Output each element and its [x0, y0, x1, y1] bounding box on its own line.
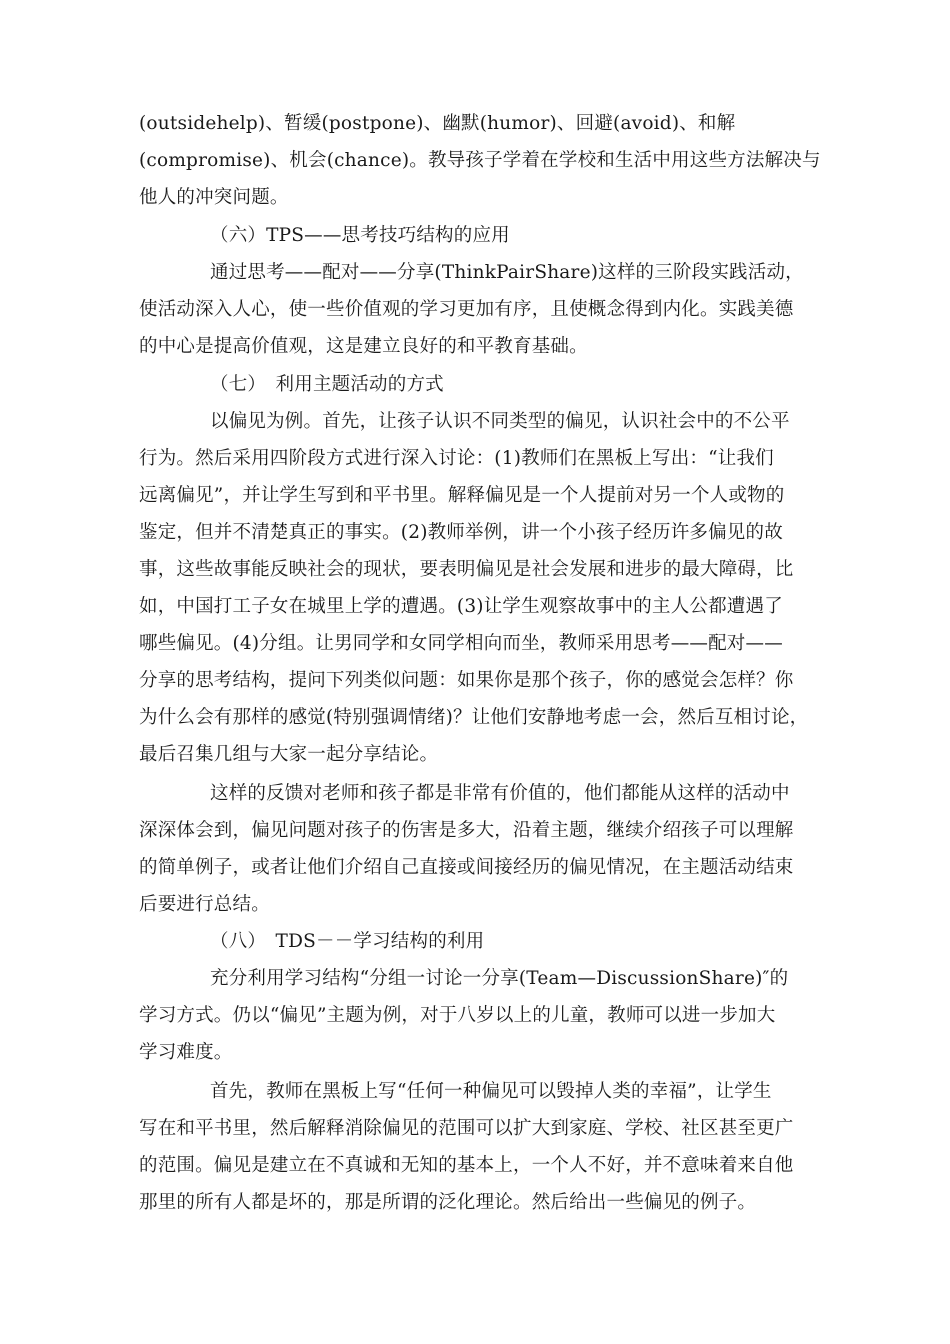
text-line: 分享的思考结构，提问下列类似问题：如果你是那个孩子，你的感觉会怎样？你: [139, 670, 794, 691]
text-line: 那里的所有人都是坏的，那是所谓的泛化理论。然后给出一些偏见的例子。: [139, 1192, 757, 1213]
text-line: 远离偏见”，并让学生写到和平书里。解释偏见是一个人提前对另一个人或物的: [139, 485, 785, 506]
section-heading: （六）TPS——思考技巧结构的应用: [210, 225, 510, 246]
text-line: (outsidehelp)、暂缓(postpone)、幽默(humor)、回避(avoid)、和解: [139, 113, 736, 134]
text-line: 写在和平书里，然后解释消除偏见的范围可以扩大到家庭、学校、社区甚至更广: [139, 1118, 794, 1139]
text-line: 深深体会到，偏见问题对孩子的伤害是多大，沿着主题，继续介绍孩子可以理解: [139, 820, 794, 841]
section-heading: （八） TDS－－学习结构的利用: [210, 931, 485, 952]
text-line: 学习难度。: [139, 1042, 233, 1063]
text-line: 的简单例子，或者让他们介绍自己直接或间接经历的偏见情况，在主题活动结束: [139, 857, 794, 878]
text-line: 这样的反馈对老师和孩子都是非常有价值的，他们都能从这样的活动中: [210, 783, 790, 804]
text-line: 行为。然后采用四阶段方式进行深入讨论：(1)教师们在黑板上写出：“让我们: [139, 448, 774, 469]
text-line: 为什么会有那样的感觉(特别强调情绪)？让他们安静地考虑一会，然后互相讨论，: [139, 707, 809, 728]
text-line: 学习方式。仍以“偏见”主题为例，对于八岁以上的儿童，教师可以进一步加大: [139, 1005, 776, 1026]
text-line: 的范围。偏见是建立在不真诚和无知的基本上，一个人不好，并不意味着来自他: [139, 1155, 794, 1176]
text-line: 的中心是提高价值观，这是建立良好的和平教育基础。: [139, 336, 588, 357]
text-line: 通过思考——配对——分享(ThinkPairShare)这样的三阶段实践活动，: [210, 262, 804, 283]
text-line: 哪些偏见。(4)分组。让男同学和女同学相向而坐，教师采用思考——配对——: [139, 633, 783, 654]
text-line: 首先，教师在黑板上写“任何一种偏见可以毁掉人类的幸福”，让学生: [210, 1081, 772, 1102]
text-line: 充分利用学习结构“分组一讨论一分享(Team—DiscussionShare)″的: [210, 968, 789, 989]
text-line: 他人的冲突问题。: [139, 187, 289, 208]
text-line: 如，中国打工子女在城里上学的遭遇。(3)让学生观察故事中的主人公都遭遇了: [139, 596, 783, 617]
text-line: 使活动深入人心，使一些价值观的学习更加有序，且使概念得到内化。实践美德: [139, 299, 794, 320]
section-heading: （七） 利用主题活动的方式: [210, 374, 444, 395]
text-line: 以偏见为例。首先，让孩子认识不同类型的偏见，认识社会中的不公平: [210, 411, 790, 432]
text-line: 鉴定，但并不清楚真正的事实。(2)教师举例，讲一个小孩子经历许多偏见的故: [139, 522, 783, 543]
text-line: 事，这些故事能反映社会的现状，要表明偏见是社会发展和进步的最大障碍，比: [139, 559, 794, 580]
text-line: (compromise)、机会(chance)。教导孩子学着在学校和生活中用这些方法解决与: [139, 150, 821, 171]
text-line: 最后召集几组与大家一起分享结论。: [139, 744, 439, 765]
text-line: 后要进行总结。: [139, 894, 270, 915]
